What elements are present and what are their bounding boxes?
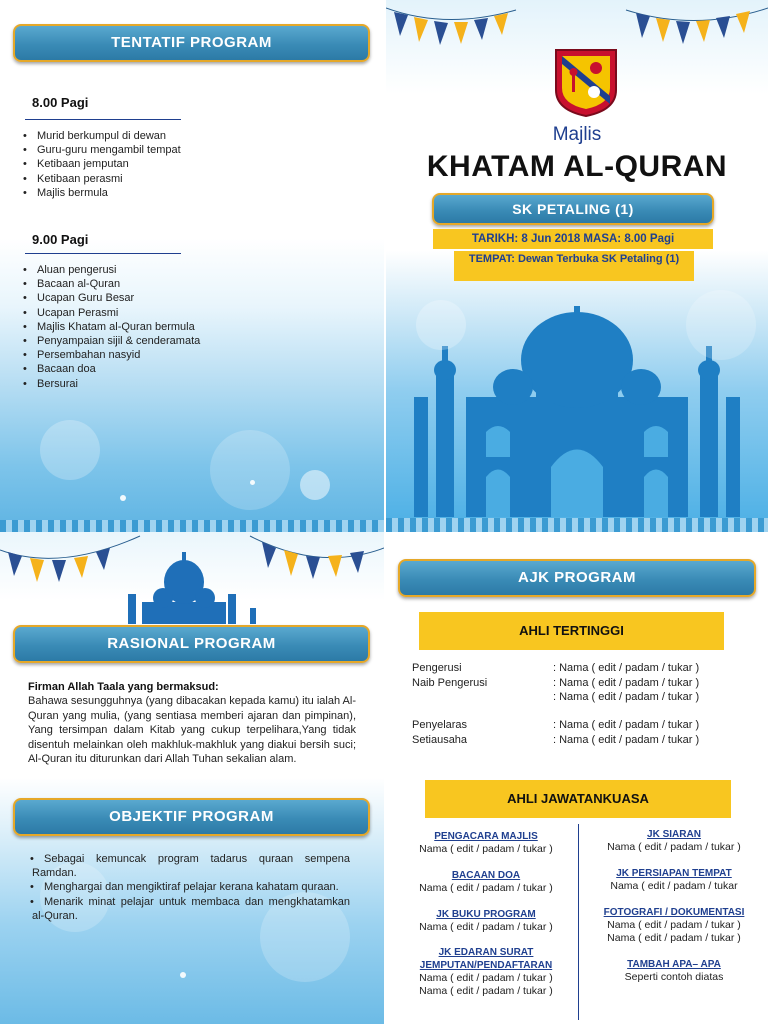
committee-member: Nama ( edit / padam / tukar ) xyxy=(419,843,553,855)
role-value: : Nama ( edit / padam / tukar ) xyxy=(553,719,700,731)
committee-left-1 xyxy=(400,830,572,856)
list-item: • Majlis Khatam al-Quran bermula xyxy=(25,320,200,334)
panel-rasional xyxy=(0,532,384,1024)
role-label: Naib Pengerusi xyxy=(412,677,488,689)
committee-member: Nama ( edit / padam / tukar ) xyxy=(419,985,553,997)
column-divider xyxy=(578,824,579,1020)
committee-right-3 xyxy=(584,906,764,945)
list-item: • Murid berkumpul di dewan xyxy=(25,129,181,143)
event-title: KHATAM AL-QURAN xyxy=(426,150,728,183)
majlis-label: Majlis xyxy=(552,124,602,145)
role-label: Pengerusi xyxy=(412,662,462,674)
committee-head: PENGACARA MAJLIS xyxy=(434,831,538,842)
list-item: • Persembahan nasyid xyxy=(25,348,200,362)
sparkle xyxy=(250,480,255,485)
bokeh xyxy=(40,420,100,480)
list-item: • Aluan pengerusi xyxy=(25,263,200,277)
rasional-title: RASIONAL PROGRAM xyxy=(13,625,370,663)
committee-member: Nama ( edit / padam / tukar ) xyxy=(419,882,553,894)
list-item: • Ucapan Perasmi xyxy=(25,306,200,320)
role-value: : Nama ( edit / padam / tukar ) xyxy=(553,691,700,703)
committee-member: Nama ( edit / padam / tukar ) xyxy=(607,932,741,944)
committee-right-4 xyxy=(584,958,764,984)
tentatif-title: TENTATIF PROGRAM xyxy=(13,24,370,62)
bunting-decoration xyxy=(0,532,384,632)
committee-head: JK PERSIAPAN TEMPAT xyxy=(616,868,732,879)
committee-head: JK BUKU PROGRAM xyxy=(436,909,536,920)
list-item: • Bersurai xyxy=(25,377,200,391)
committee-member: Nama ( edit / padam / tukar ) xyxy=(419,921,553,933)
list-item: • Menarik minat pelajar untuk membaca dan mengkhatamkan al-Quran. xyxy=(32,895,350,923)
list-item: • Ucapan Guru Besar xyxy=(25,291,200,305)
sparkle xyxy=(180,972,186,978)
role-value: : Nama ( edit / padam / tukar ) xyxy=(553,662,700,674)
bokeh xyxy=(416,300,466,350)
slot1-list xyxy=(25,129,181,200)
list-item: • Menghargai dan mengiktiraf pelajar kerana kahatam quraan. xyxy=(32,880,350,894)
committee-member: Seperti contoh diatas xyxy=(624,971,724,983)
divider xyxy=(25,253,181,254)
committee-head: JK EDARAN SURAT JEMPUTAN/PENDAFTARAN xyxy=(419,947,553,971)
committee-member: Nama ( edit / padam / tukar ) xyxy=(607,841,741,853)
committee-right-2 xyxy=(584,867,764,893)
committee-left-4 xyxy=(400,947,572,998)
list-item: • Penyampaian sijil & cenderamata xyxy=(25,334,200,348)
committee-left-2 xyxy=(400,869,572,895)
panel-border xyxy=(386,518,768,532)
slot2-list xyxy=(25,263,200,391)
committee-head: FOTOGRAFI / DOKUMENTASI xyxy=(603,907,745,918)
committee-member: Nama ( edit / padam / tukar xyxy=(610,880,738,892)
ahli-jawatankuasa-bar: AHLI JAWATANKUASA xyxy=(425,780,731,818)
school-name-banner: SK PETALING (1) xyxy=(432,193,714,225)
fold-line xyxy=(384,0,386,1024)
role-value: : Nama ( edit / padam / tukar ) xyxy=(553,734,700,746)
rasional-body: Bahawa sesungguhnya (yang dibacakan kepada kamu) itu ialah Al-Quran yang mulia, (yang sentiasa memberi ajaran dan pimpinan), Yang tersimpan dalam Kitab yang cukup terpelihara,Yang tidak disentuh melainkan oleh makhluk-makhluk yang diakui bersih suci; Al-Quran itu diturunkan dari Allah Tuhan sekalian alam. xyxy=(28,695,356,765)
role-label: Setiausaha xyxy=(412,734,468,746)
rasional-heading: Firman Allah Taala yang bermaksud: xyxy=(28,681,219,693)
bokeh xyxy=(300,470,330,500)
slot2-time: 9.00 Pagi xyxy=(32,232,89,247)
list-item: • Guru-guru mengambil tempat xyxy=(25,143,181,157)
committee-head: BACAAN DOA xyxy=(451,870,521,881)
list-item: • Majlis bermula xyxy=(25,186,181,200)
sparkle xyxy=(120,495,126,501)
list-item: • Bacaan doa xyxy=(25,362,200,376)
committee-member: Nama ( edit / padam / tukar ) xyxy=(607,919,741,931)
bokeh xyxy=(686,290,756,360)
role-value: : Nama ( edit / padam / tukar ) xyxy=(553,677,700,689)
list-item: • Sebagai kemuncak program tadarus quraan sempena Ramdan. xyxy=(32,852,350,880)
role-label: Penyelaras xyxy=(412,719,468,731)
school-crest-logo xyxy=(552,46,620,118)
slot1-time: 8.00 Pagi xyxy=(32,95,89,110)
objektif-title: OBJEKTIF PROGRAM xyxy=(13,798,370,836)
panel-border xyxy=(0,520,384,532)
committee-right-1 xyxy=(584,828,764,854)
objektif-list xyxy=(32,852,350,923)
divider xyxy=(25,119,181,120)
venue-bar: TEMPAT: Dewan Terbuka SK Petaling (1) xyxy=(454,251,694,281)
ahli-tertinggi-bar: AHLI TERTINGGI xyxy=(419,612,724,650)
ajk-title: AJK PROGRAM xyxy=(398,559,756,597)
bokeh xyxy=(210,430,290,510)
committee-head: TAMBAH APA– APA xyxy=(627,959,721,970)
committee-left-3 xyxy=(400,908,572,934)
committee-head: JK SIARAN xyxy=(647,829,701,840)
list-item: • Ketibaan perasmi xyxy=(25,172,181,186)
date-time-bar: TARIKH: 8 Jun 2018 MASA: 8.00 Pagi xyxy=(433,229,713,249)
list-item: • Ketibaan jemputan xyxy=(25,157,181,171)
committee-member: Nama ( edit / padam / tukar ) xyxy=(419,972,553,984)
list-item: • Bacaan al-Quran xyxy=(25,277,200,291)
